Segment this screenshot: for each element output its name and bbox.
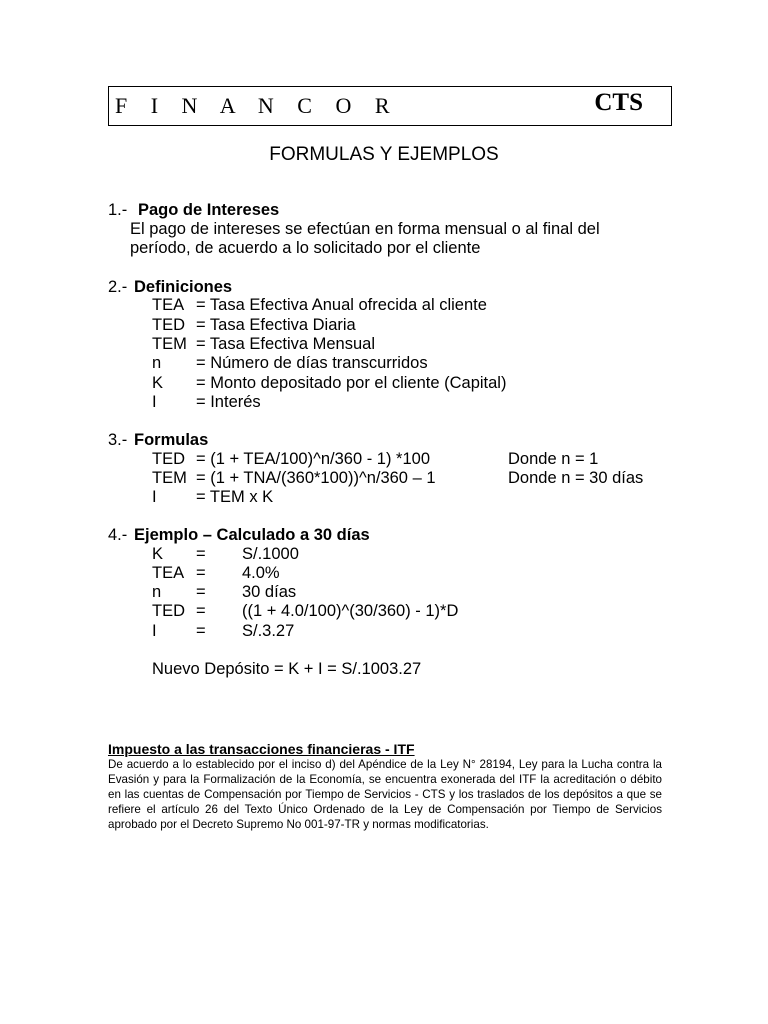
itf-paragraph: De acuerdo a lo establecido por el inciso d) del Apéndice de la Ley N° 28194, Ley para la Lucha contra la Evasión y para la Formalización de la Economía, se encuentra exonerada del ITF la acreditación o débito en las cuentas de Compensación por Tiempo de Servicios - CTS y los traslados de los depósitos a que se refiere el artículo 26 del Texto Único Ordenado de la Ley de Compensación por Tiempo de Servicios aprobado por el Decreto Supremo No 001-97-TR y normas modificatorias. xyxy=(108,758,662,831)
section-heading: Definiciones xyxy=(134,278,233,296)
example-key: n xyxy=(152,583,162,601)
example-key: TEA xyxy=(152,564,185,582)
formula-expression: = (1 + TEA/100)^n/360 - 1) *100 xyxy=(196,450,430,468)
definition-key: I xyxy=(152,393,157,411)
formula-key: TEM xyxy=(152,469,187,487)
section-number: 2.- xyxy=(108,278,128,296)
definition-value: = Tasa Efectiva Anual ofrecida al cliente xyxy=(196,296,487,314)
section-heading: Formulas xyxy=(134,431,209,449)
itf-title: Impuesto a las transacciones financieras - ITF xyxy=(108,741,415,757)
definition-value: = Tasa Efectiva Diaria xyxy=(196,316,356,334)
example-equals: = xyxy=(196,602,206,620)
definition-key: TEA xyxy=(152,296,185,314)
formula-key: I xyxy=(152,488,157,506)
example-value: S/.3.27 xyxy=(242,622,295,640)
definition-value: = Monto depositado por el cliente (Capital) xyxy=(196,374,507,392)
example-key: TED xyxy=(152,602,185,620)
page-title: FORMULAS Y EJEMPLOS xyxy=(269,144,499,165)
example-key: I xyxy=(152,622,157,640)
example-value: S/.1000 xyxy=(242,545,299,563)
section-heading: Pago de Intereses xyxy=(138,201,280,219)
product-name: CTS xyxy=(594,89,643,116)
example-value: 30 días xyxy=(242,583,297,601)
section-number: 3.- xyxy=(108,431,128,449)
formula-note: Donde n = 1 xyxy=(508,450,599,468)
definition-key: TED xyxy=(152,316,185,334)
example-value: 4.0% xyxy=(242,564,280,582)
formula-note: Donde n = 30 días xyxy=(508,469,644,487)
paragraph-line: período, de acuerdo a lo solicitado por el cliente xyxy=(130,239,481,257)
example-equals: = xyxy=(196,622,206,640)
paragraph-line: El pago de intereses se efectúan en forma mensual o al final del xyxy=(130,220,600,238)
example-result: Nuevo Depósito = K + I = S/.1003.27 xyxy=(152,660,422,678)
section-number: 1.- xyxy=(108,201,128,219)
formula-expression: = (1 + TNA/(360*100))^n/360 – 1 xyxy=(196,469,436,487)
definition-value: = Interés xyxy=(196,393,261,411)
example-equals: = xyxy=(196,583,206,601)
definition-value: = Tasa Efectiva Mensual xyxy=(196,335,376,353)
section-heading: Ejemplo – Calculado a 30 días xyxy=(134,526,370,544)
formula-expression: = TEM x K xyxy=(196,488,274,506)
definition-value: = Número de días transcurridos xyxy=(196,354,428,372)
definition-key: K xyxy=(152,374,164,392)
example-equals: = xyxy=(196,545,206,563)
definition-key: TEM xyxy=(152,335,187,353)
section-number: 4.- xyxy=(108,526,128,544)
example-key: K xyxy=(152,545,164,563)
brand-name: F I N A N C O R xyxy=(115,93,399,118)
header-box xyxy=(108,86,672,126)
formula-key: TED xyxy=(152,450,185,468)
definition-key: n xyxy=(152,354,162,372)
example-value: ((1 + 4.0/100)^(30/360) - 1)*D xyxy=(242,602,459,620)
example-equals: = xyxy=(196,564,206,582)
